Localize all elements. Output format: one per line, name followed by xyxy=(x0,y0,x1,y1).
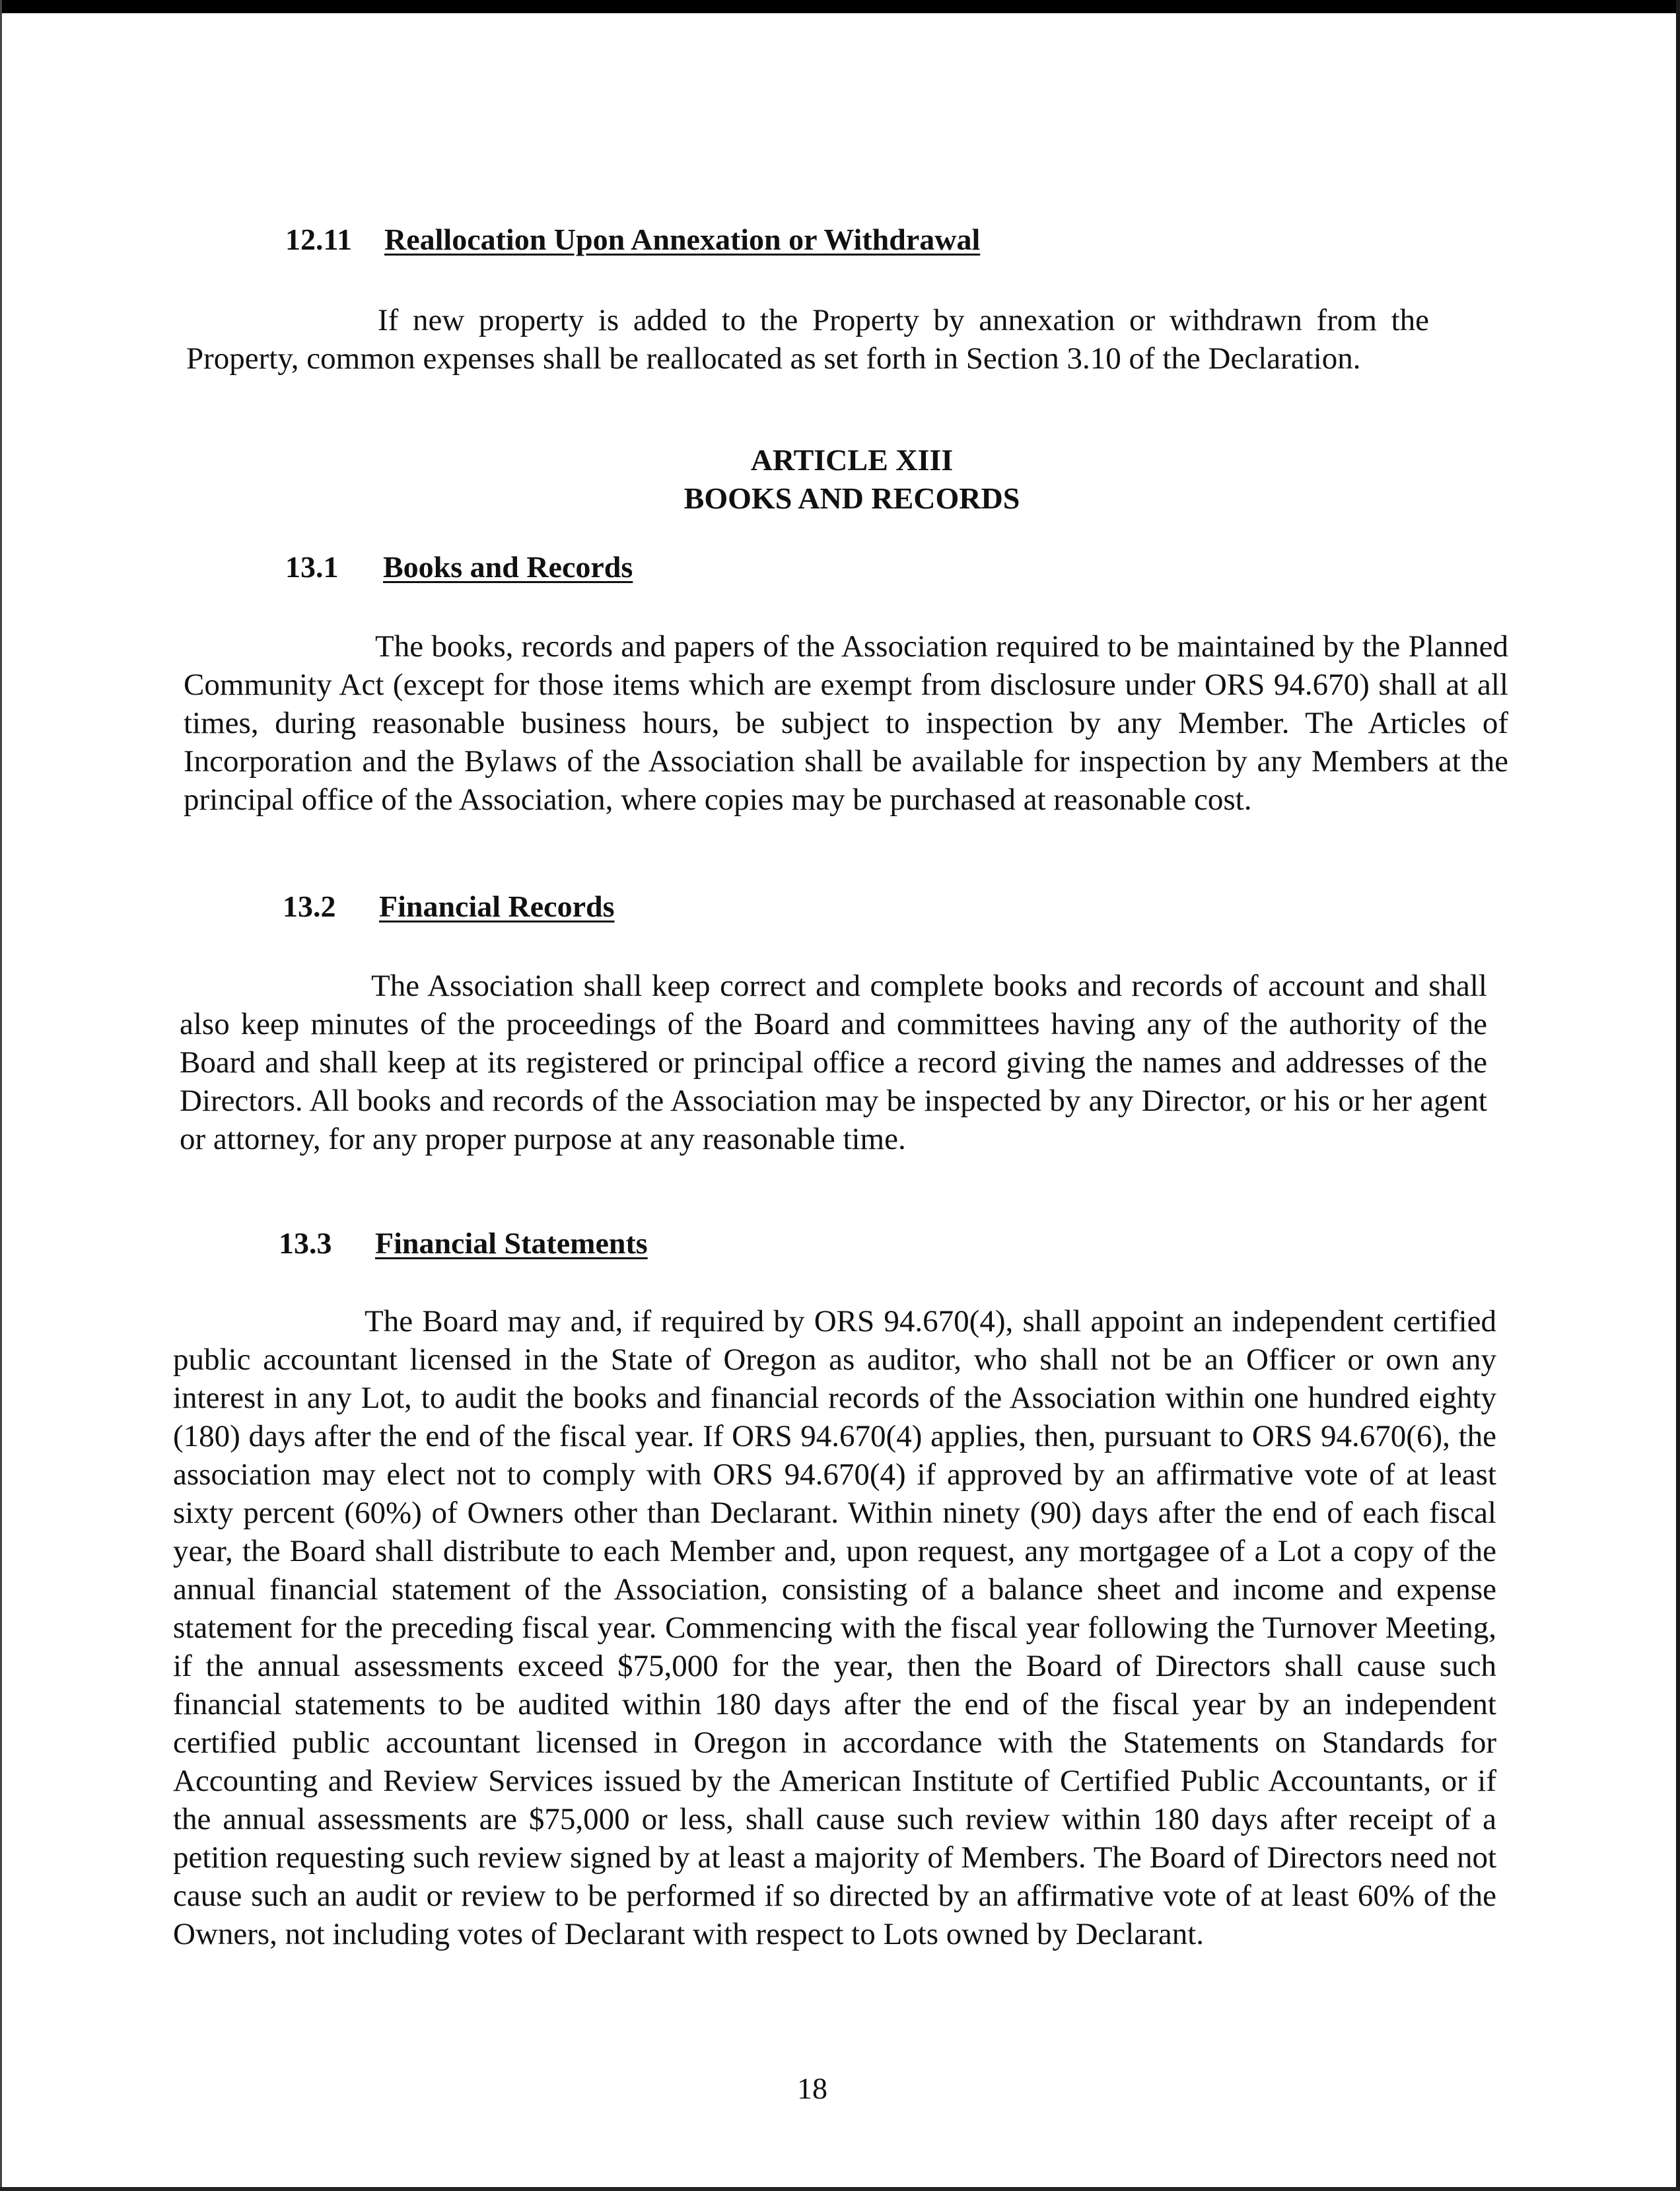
section-title: Reallocation Upon Annexation or Withdrawal xyxy=(384,223,981,256)
section-number: 13.2 xyxy=(283,889,336,923)
scan-border-left xyxy=(0,0,2,2191)
section-body-13-3: The Board may and, if required by ORS 94.670(4), shall appoint an independent certified public accountant licensed in the State of Oregon as auditor, who shall not be an Officer or own any interest in any Lot, to audit the books and financial records of the Association within one hundred eighty (180) days after the end of the fiscal year. If ORS 94.670(4) applies, then, pursuant to ORS 94.670(6), the association may elect not to comply with ORS 94.670(4) if approved by an affirmative vote of at least sixty percent (60%) of Owners other than Declarant. Within ninety (90) days after the end of each fiscal year, the Board shall distribute to each Member and, upon request, any mortgagee of a Lot a copy of the annual financial statement of the Association, consisting of a balance sheet and income and expense statement for the preceding fiscal year. Commencing with the fiscal year following the Turnover Meeting, if the annual assessments exceed $75,000 for the year, then the Board of Directors shall cause such financial statements to be audited within 180 days after the end of the fiscal year by an independent certified public accountant licensed in Oregon in accordance with the Statements on Standards for Accounting and Review Services issued by the American Institute of Certified Public Accountants, or if the annual assessments are $75,000 or less, shall cause such review within 180 days after receipt of a petition requesting such review signed by at least a majority of Members. The Board of Directors need not cause such an audit or review to be performed if so directed by an affirmative vote of at least 60% of the Owners, not including votes of Declarant with respect to Lots owned by Declarant. xyxy=(173,1304,1496,1951)
section-heading-12-11 xyxy=(285,225,980,255)
section-body-13-2: The Association shall keep correct and complete books and records of account and shall also keep minutes of the proceedings of the Board and committees having any of the authority of the Board and shall keep at its registered or principal office a record giving the names and addresses of the Directors. All books and records of the Association may be inspected by any Director, or his or her agent or attorney, for any proper purpose at any reasonable time. xyxy=(180,969,1487,1156)
scan-border-top xyxy=(0,0,1680,13)
section-title: Books and Records xyxy=(383,550,633,584)
section-number: 13.3 xyxy=(279,1226,332,1260)
scan-border-right xyxy=(1676,0,1680,2191)
section-body-13-1: The books, records and papers of the Association required to be maintained by the Planned Community Act (except for those items which are exempt from disclosure under ORS 94.670) shall at all times, during reasonable business hours, be subject to inspection by any Member. The Articles of Incorporation and the Bylaws of the Association shall be available for inspection by any Members at the principal office of the Association, where copies may be purchased at reasonable cost. xyxy=(184,629,1508,817)
scan-border-bottom xyxy=(0,2187,1680,2191)
article-heading xyxy=(0,441,1680,518)
article-label: ARTICLE XIII xyxy=(750,443,954,477)
article-title: BOOKS AND RECORDS xyxy=(683,481,1020,515)
section-number: 12.11 xyxy=(285,223,352,256)
section-title: Financial Statements xyxy=(375,1226,648,1260)
section-body-12-11: If new property is added to the Property by annexation or withdrawn from the Property, common expenses shall be reallocated as set forth in Section 3.10 of the Declaration. xyxy=(186,303,1429,376)
section-heading-13-2 xyxy=(283,891,614,922)
section-title: Financial Records xyxy=(379,889,615,923)
section-heading-13-3 xyxy=(279,1228,648,1259)
section-heading-13-1 xyxy=(285,552,633,582)
section-number: 13.1 xyxy=(285,550,339,584)
page-number: 18 xyxy=(797,2071,827,2105)
